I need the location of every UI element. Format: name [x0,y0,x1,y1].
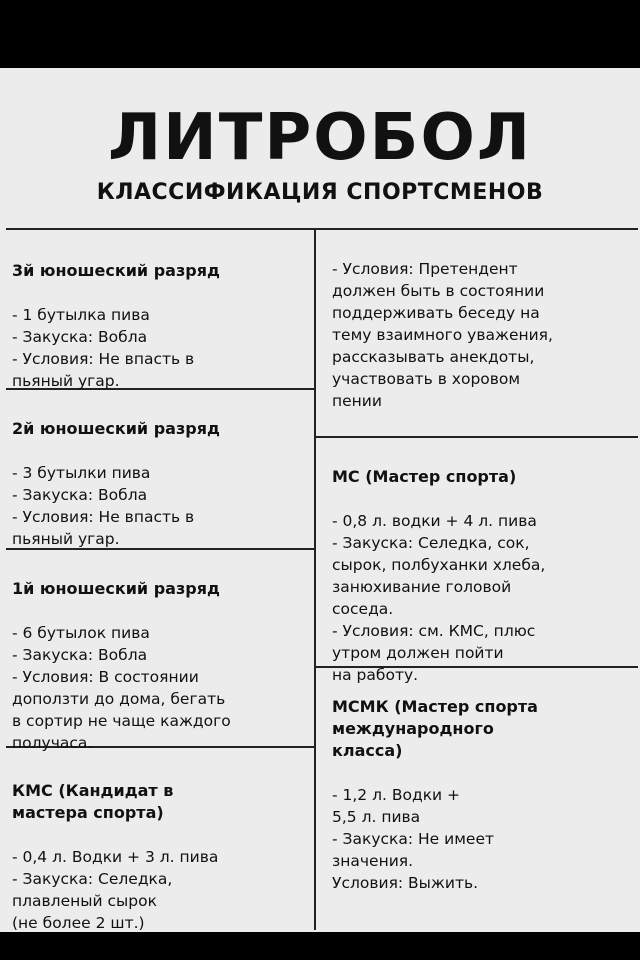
poster-sheet [0,68,640,932]
rank-details: - 1,2 л. Водки + 5,5 л. пива - Закуска: Не имеет значения. Условия: Выжить. [332,786,495,892]
column-divider [314,230,316,930]
rank-details: - 1 бутылка пива - Закуска: Вобла - Условия: Не впасть в пьяный угар. [12,306,195,390]
rank-details: - Условия: Претендент должен быть в состоянии поддерживать беседу на тему взаимного уважения, рассказывать анекдоты, участвовать в хоровом пении [332,260,553,410]
bottom-black-bar [0,932,640,960]
rank-details: - 3 бутылки пива - Закуска: Вобла - Условия: Не впасть в пьяный угар. [12,464,195,548]
rank-heading: 2й юношеский разряд [12,419,220,438]
rank-cell-kms [12,758,310,934]
rank-heading: 1й юношеский разряд [12,579,220,598]
rank-heading: 3й юношеский разряд [12,261,220,280]
rank-heading: МС (Мастер спорта) [332,467,517,486]
rank-details: - 0,8 л. водки + 4 л. пива - Закуска: Селедка, сок, сырок, полбуханки хлеба, занюхивание головой соседа. - Условия: см. КМС, плюс утром должен пойти на работу. [332,512,546,684]
rank-heading: МСМК (Мастер спорта международного класса) [332,697,538,760]
page-title: ЛИТРОБОЛ [107,101,533,175]
rank-heading: КМС (Кандидат в мастера спорта) [12,781,174,822]
rank-cell-msmk [332,674,636,894]
rank-cell-junior-2 [12,396,310,550]
row-divider [316,436,638,438]
rank-cell-junior-3 [12,238,310,392]
kms-conditions-cell [332,236,636,412]
rank-cell-ms [332,444,636,686]
rank-details: - 0,4 л. Водки + 3 л. пива - Закуска: Селедка, плавленый сырок (не более 2 шт.) [12,848,219,932]
rank-cell-junior-1 [12,556,310,754]
rank-details: - 6 бутылок пива - Закуска: Вобла - Условия: В состоянии доползти до дома, бегать в сортир не чаще каждого получаса. [12,624,231,752]
page-subtitle: КЛАССИФИКАЦИЯ СПОРТСМЕНОВ [96,180,544,205]
classification-table [6,228,638,930]
